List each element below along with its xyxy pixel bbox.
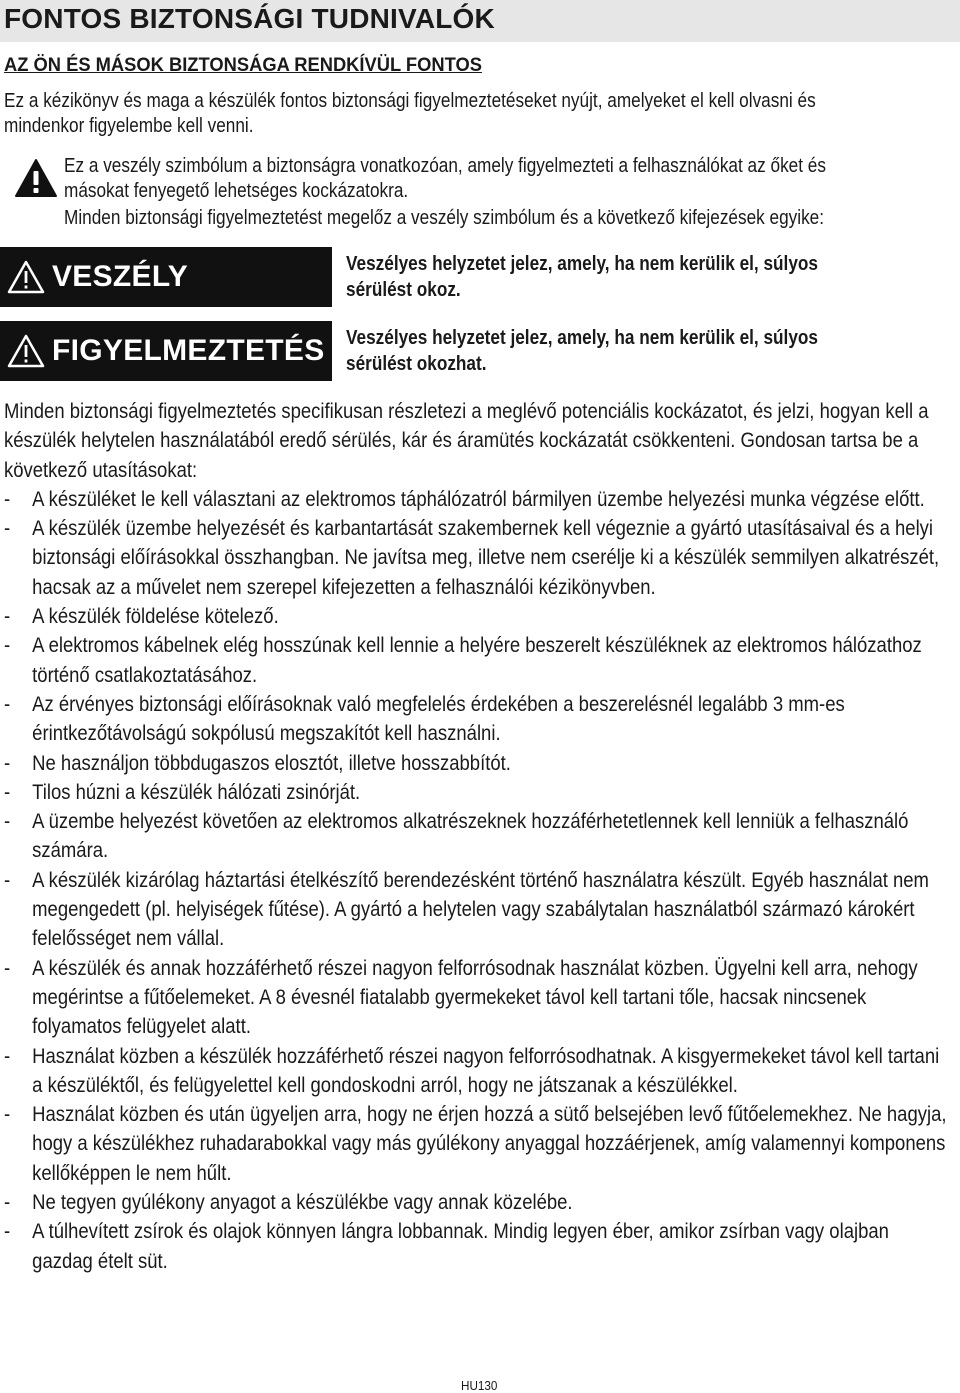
symbol-note (64, 154, 950, 204)
warning-triangle-icon (14, 158, 58, 198)
danger-description-line-1: Veszélyes helyzetet jelez, amely, ha nem kerülik el, súlyos (346, 253, 818, 275)
list-item-text: A üzembe helyezést követően az elektromos alkatrészeknek hozzáférhetetlennek kell lenniük a felhasználó számára. (32, 810, 909, 863)
warning-description (346, 325, 895, 377)
bullet-dash: - (4, 487, 11, 511)
danger-signal-word: VESZÉLY (52, 260, 189, 293)
bullet-dash: - (4, 517, 11, 541)
list-item (4, 602, 954, 631)
list-item (4, 1188, 954, 1217)
list-item (4, 1100, 954, 1188)
list-item (4, 1042, 954, 1101)
list-item (4, 514, 954, 602)
instructions-paragraph: Minden biztonsági figyelmeztetés specifikusan részletezi a meglévő potenciális kockázatot, és jelzi, hogyan kell a készülék helytelen használatából eredő sérülés, kár és áramütés kockázatát csökkenteni. Gondosan tartsa be a következő utasításokat: (4, 400, 929, 482)
warning-triangle-outline-icon (6, 333, 46, 369)
instruction-list (4, 485, 954, 1276)
list-item (4, 631, 954, 690)
page-number: HU130 (461, 1378, 498, 1393)
list-item-text: A készüléket le kell választani az elektromos táphálózatról bármilyen üzembe helyezési munka végzése előtt. (32, 487, 925, 511)
header-bar (0, 0, 960, 42)
bullet-dash: - (4, 1103, 11, 1127)
list-item-text: A túlhevített zsírok és olajok könnyen lángra lobbannak. Mindig legyen éber, amikor zsírban vagy olajban gazdag ételt süt. (32, 1220, 889, 1273)
intro-line-2: mindenkor figyelembe kell venni. (4, 115, 254, 137)
bullet-dash: - (4, 634, 11, 658)
list-item-text: A készülék földelése kötelező. (32, 605, 279, 629)
list-item-text: A készülék és annak hozzáférhető részei nagyon felforrósodnak használat közben. Ügyelni kell arra, nehogy megérintse a fűtőelemeket. A 8 évesnél fiatalabb gyermekeket távol kell tartani tőle, hacsak nincsenek folyamatos felügyelet alatt. (32, 956, 918, 1039)
section-subtitle: AZ ÖN ÉS MÁSOK BIZTONSÁGA RENDKÍVÜL FONTOS (4, 54, 482, 76)
danger-signal-box (0, 247, 332, 307)
bullet-dash: - (4, 1044, 11, 1068)
warning-signal-box (0, 321, 332, 381)
list-item-text: Tilos húzni a készülék hálózati zsinórját. (32, 780, 361, 804)
list-item (4, 866, 954, 954)
intro-text (4, 89, 948, 139)
list-item-text: Használat közben és után ügyeljen arra, hogy ne érjen hozzá a sütő belsejében levő fűtőelemekhez. Ne hagyja, hogy a készülékhez ruhadarabokkal vagy más gyúlékony anyaggal hozzáérjenek, amíg valamennyi komponens kellőképpen le nem hűlt. (32, 1103, 947, 1185)
danger-description-line-2: sérülést okoz. (346, 279, 461, 301)
bullet-dash: - (4, 1191, 11, 1215)
warning-signal-word: FIGYELMEZTETÉS (52, 334, 325, 367)
page-title: FONTOS BIZTONSÁGI TUDNIVALÓK (4, 3, 495, 34)
list-item-text: Ne tegyen gyúlékony anyagot a készülékbe vagy annak közelébe. (32, 1191, 573, 1215)
list-item-text: Az érvényes biztonsági előírásoknak való megfelelés érdekében a beszerelésnél legalább 3 mm-es érintkezőtávolságú sokpólusú megszakítót kell használni. (32, 692, 845, 746)
list-item (4, 485, 954, 514)
warning-triangle-outline-icon (6, 259, 46, 295)
list-item-text: A készülék üzembe helyezését és karbantartását szakembernek kell végeznie a gyártó utasításaival és a helyi biztonsági előírásokkal összhangban. Ne javítsa meg, illetve nem cserélje ki a készülék semmilyen alkatrészét, hacsak az a művelet nem szerepel kifejezetten a felhasználói kézikönyvben. (32, 517, 940, 599)
bullet-dash: - (4, 692, 11, 716)
list-item (4, 954, 954, 1042)
bullet-dash: - (4, 956, 11, 980)
list-item-text: Használat közben a készülék hozzáférhető részei nagyon felforrósodhatnak. A kisgyermekeket távol kell tartani a készüléktől, és felügyelettel kell gondoskodni arról, hogy ne játszanak a készülékkel. (32, 1044, 940, 1097)
danger-description (346, 251, 895, 303)
symbol-note-line-1: Ez a veszély szimbólum a biztonságra vonatkozóan, amely figyelmezteti a felhasználókat az őket és (64, 155, 826, 177)
list-item-text: A elektromos kábelnek elég hosszúnak kell lennie a helyére beszerelt készüléknek az elektromos hálózathoz történő csatlakoztatásához. (32, 634, 922, 687)
bullet-dash: - (4, 751, 11, 775)
symbol-note-signal-intro (64, 206, 948, 231)
list-item (4, 690, 954, 749)
list-item (4, 778, 954, 807)
safety-instructions (4, 397, 954, 1276)
symbol-note-line-3: Minden biztonsági figyelmeztetést megelőz a veszély szimbólum és a következő kifejezések egyike: (64, 207, 825, 229)
warning-description-line-1: Veszélyes helyzetet jelez, amely, ha nem kerülik el, súlyos (346, 327, 818, 349)
list-item (4, 807, 954, 866)
bullet-dash: - (4, 605, 11, 629)
bullet-dash: - (4, 868, 11, 892)
intro-line-1: Ez a kézikönyv és maga a készülék fontos biztonsági figyelmeztetéseket nyújt, amelyeket el kell olvasni és (4, 90, 816, 112)
symbol-note-line-2: másokat fenyegető lehetséges kockázatokra. (64, 180, 409, 202)
list-item-text: Ne használjon többdugaszos elosztót, illetve hosszabbítót. (32, 751, 511, 775)
list-item-text: A készülék kizárólag háztartási ételkészítő berendezésként történő használatra készült. Egyéb használat nem megengedett (pl. helyiségek fűtése). A gyártó a helytelen vagy szabálytalan használatból származó károkért felelősséget nem vállal. (32, 868, 929, 951)
list-item (4, 1217, 954, 1276)
warning-description-line-2: sérülést okozhat. (346, 353, 487, 375)
bullet-dash: - (4, 1220, 11, 1244)
list-item (4, 749, 954, 778)
bullet-dash: - (4, 780, 11, 804)
bullet-dash: - (4, 810, 11, 834)
